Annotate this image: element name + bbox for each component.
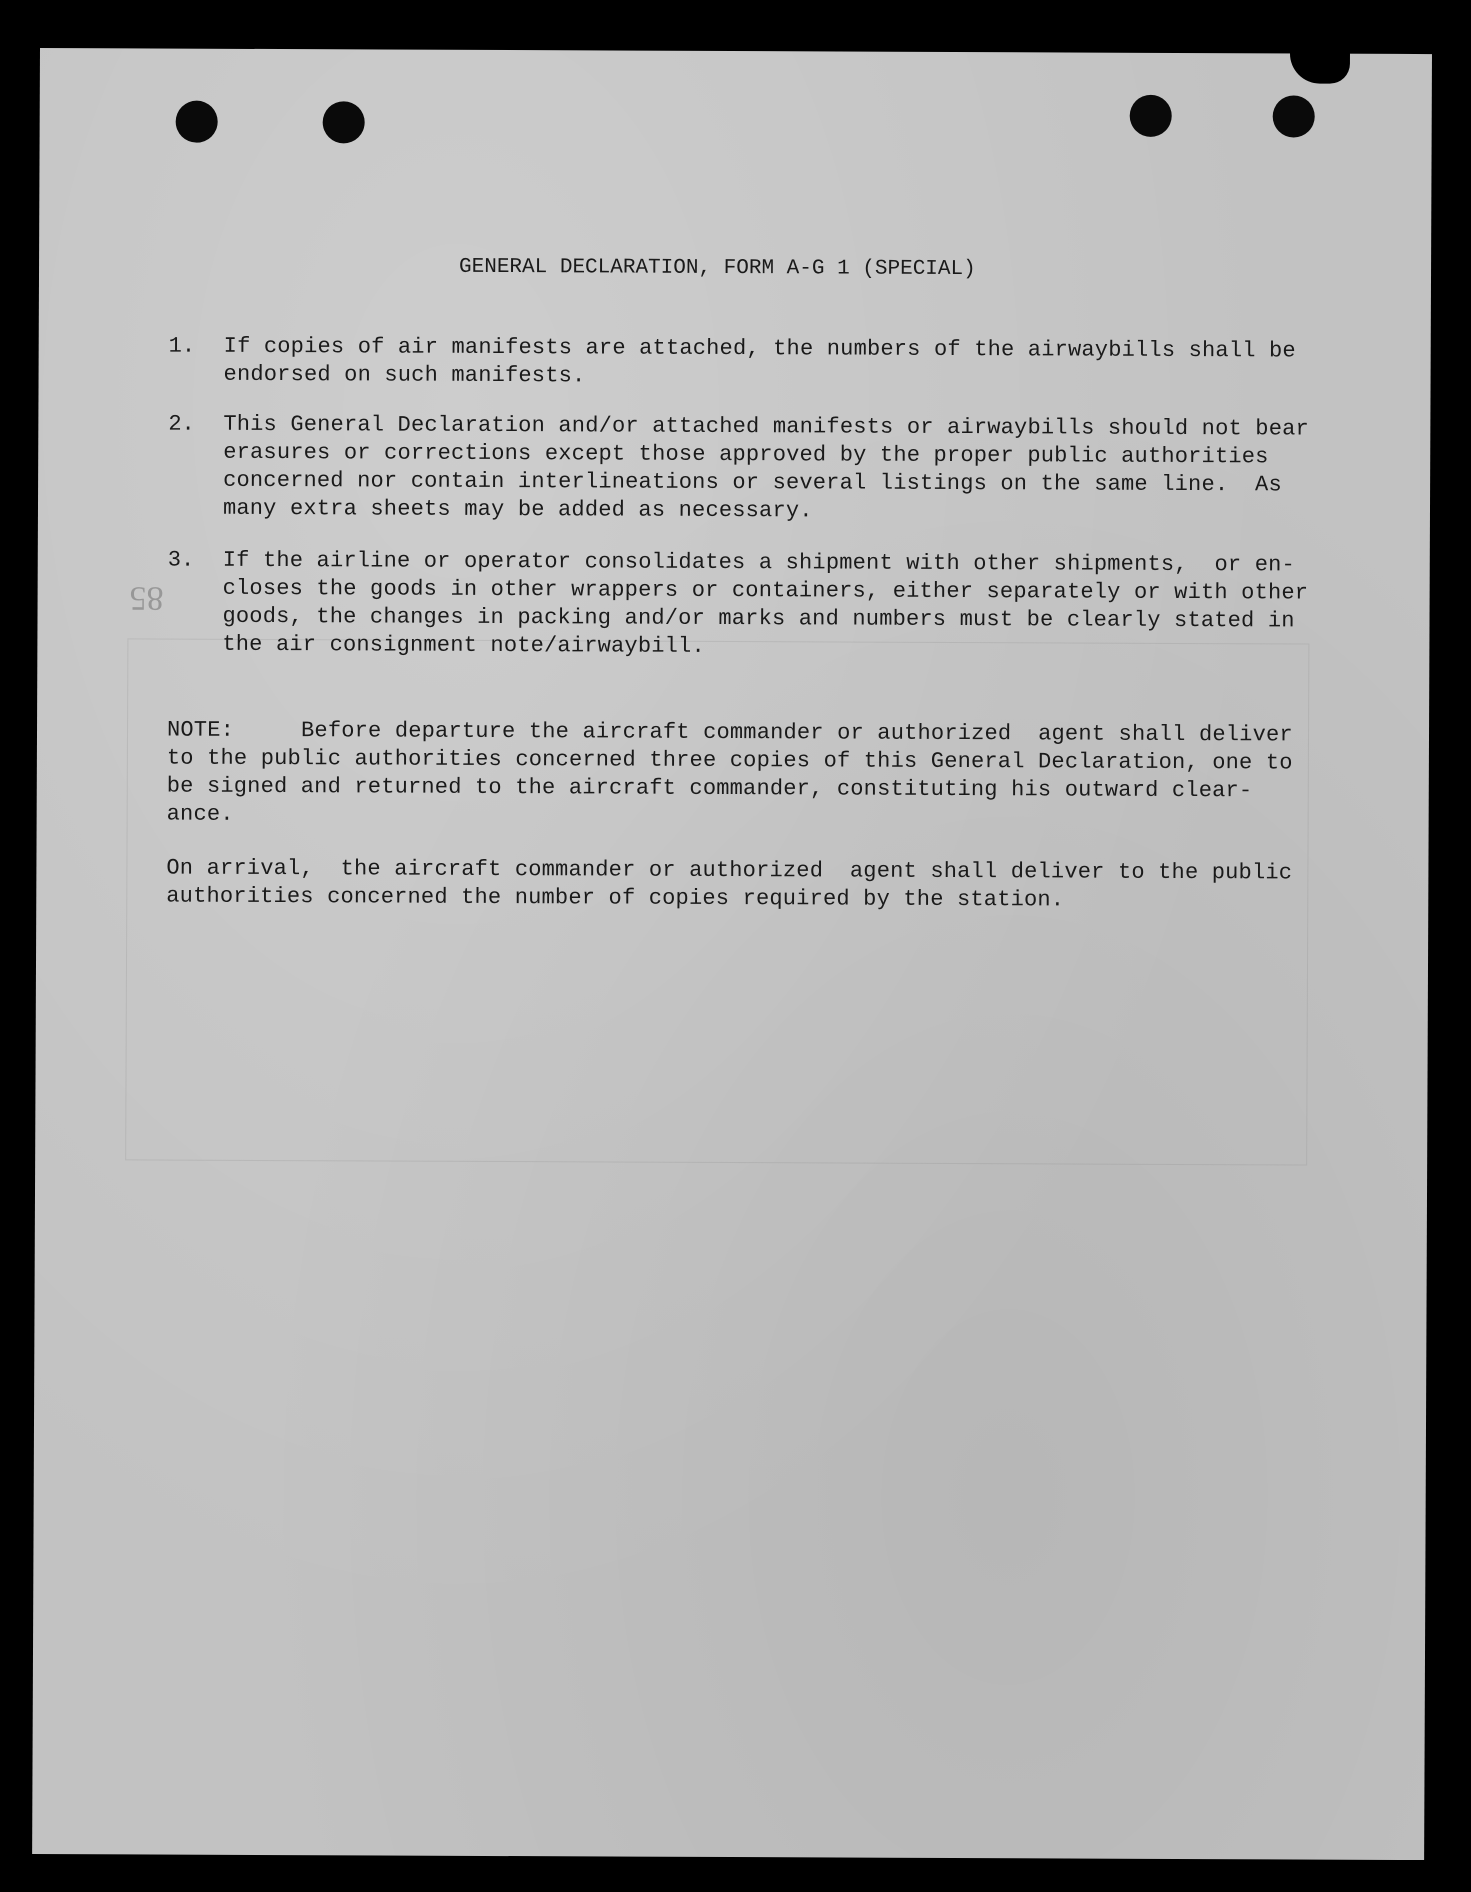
item-2-line-3: concerned nor contain interlineations or several listings on the same line. As (223, 467, 1282, 498)
item-2-line-4: many extra sheets may be added as necessary. (222, 495, 813, 524)
note-line-1: NOTE: Before departure the aircraft commander or authorized agent shall deliver (166, 717, 1293, 748)
punch-hole-3 (1130, 95, 1172, 137)
arrival-line-1: On arrival, the aircraft commander or authorized agent shall deliver to the public (166, 855, 1293, 886)
item-number-2: 2. (168, 411, 195, 437)
punch-hole-2 (323, 101, 365, 143)
arrival-line-2: authorities concerned the number of copies required by the station. (166, 883, 1065, 913)
item-number-1: 1. (168, 333, 196, 359)
item-number-3: 3. (167, 547, 195, 573)
margin-mark: 85 (129, 579, 164, 617)
note-line-3: be signed and returned to the aircraft commander, constituting his outward clear- (166, 773, 1253, 804)
item-3-line-1: If the airline or operator consolidates a shipment with other shipments, or en- (222, 547, 1295, 578)
document-page (32, 48, 1432, 1860)
item-3-line-4: the air consignment note/airwaybill. (222, 631, 705, 659)
item-1-line-1: If copies of air manifests are attached, the numbers of the airwaybills shall be (223, 333, 1296, 364)
punch-hole-1 (176, 101, 218, 143)
note-line-2: to the public authorities concerned three copies of this General Declaration, one to (166, 745, 1293, 776)
document-title: GENERAL DECLARATION, FORM A-G 1 (SPECIAL) (458, 255, 976, 282)
note-line-4: ance. (166, 801, 234, 827)
item-3-line-2: closes the goods in other wrappers or containers, either separately or with other (222, 575, 1309, 606)
punch-hole-4 (1273, 95, 1315, 137)
item-3-line-3: goods, the changes in packing and/or marks and numbers must be clearly stated in (222, 603, 1295, 634)
item-2-line-1: This General Declaration and/or attached manifests or airwaybills should not bear (223, 411, 1309, 442)
item-2-line-2: erasures or corrections except those approved by the proper public authorities (223, 439, 1269, 470)
item-1-line-2: endorsed on such manifests. (223, 361, 586, 389)
torn-corner (1290, 43, 1350, 83)
